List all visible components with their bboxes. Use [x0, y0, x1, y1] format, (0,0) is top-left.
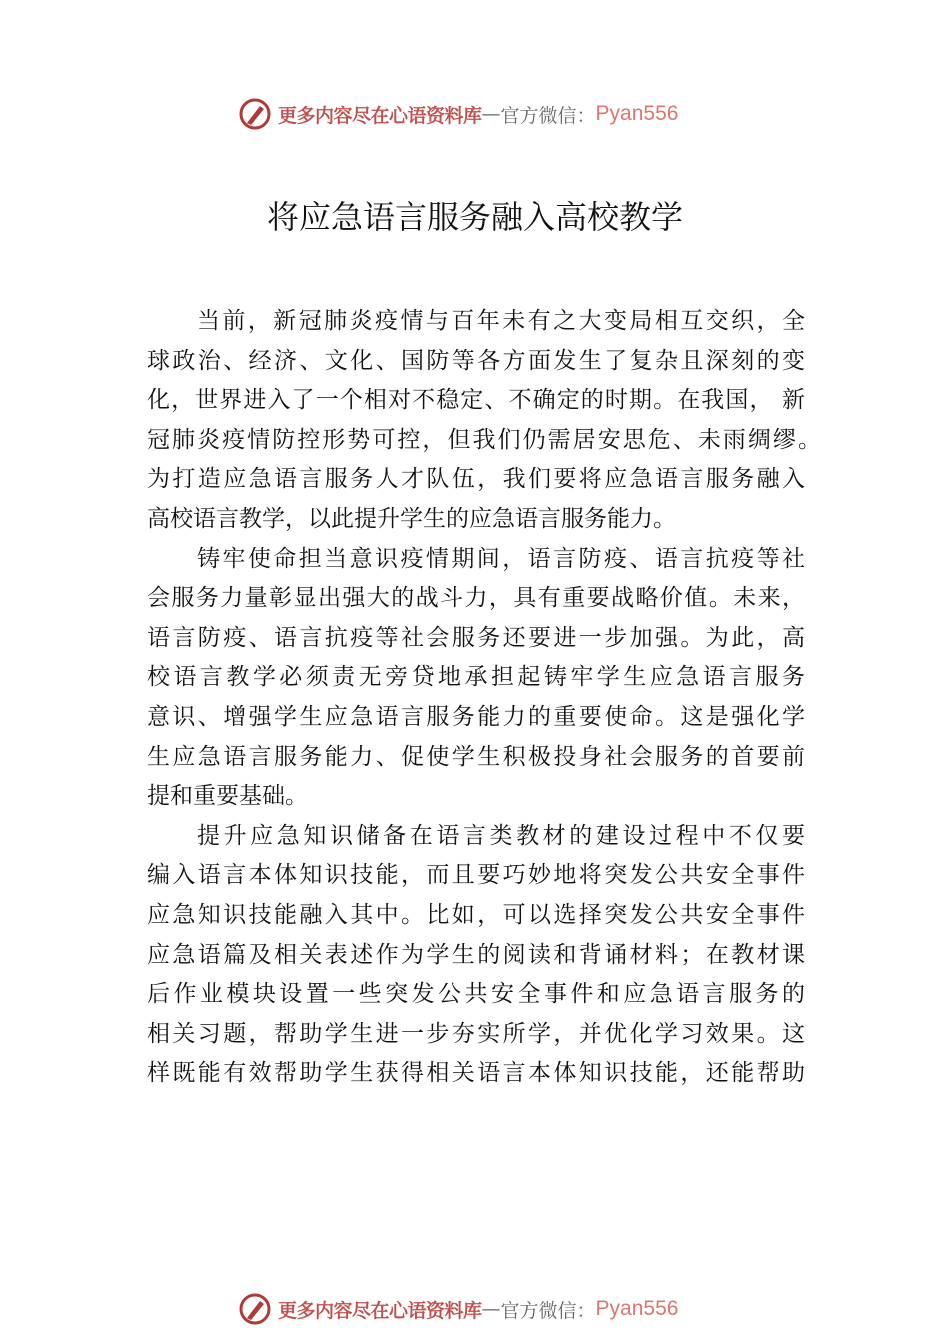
text-line: 为打造应急语言服务人才队伍，我们要将应急语言服务融入: [147, 466, 805, 493]
footer-watermark-banner: [238, 1291, 728, 1327]
text-line: 提和重要基础。: [147, 783, 308, 810]
banner-wechat-id: Pyan556: [595, 1297, 679, 1320]
text-line: 当前，新冠肺炎疫情与百年未有之大变局相互交织，全: [197, 308, 805, 334]
pen-logo-icon: [238, 97, 272, 131]
header-watermark-banner: [238, 96, 728, 132]
document-body: [147, 302, 821, 1094]
text-line: 高校语言教学，以此提升学生的应急语言服务能力。: [147, 505, 676, 532]
text-line: 样既能有效帮助学生获得相关语言本体知识技能，还能帮助: [147, 1060, 805, 1087]
banner-dash: —: [481, 1298, 501, 1320]
text-line: 后作业模块设置一些突发公共安全事件和应急语言服务的: [147, 981, 805, 1008]
text-line: 冠肺炎疫情防控形势可控，但我们仍需居安思危、未雨绸缪。: [147, 426, 821, 453]
text-line: 应急语篇及相关表述作为学生的阅读和背诵材料；在教材课: [147, 941, 805, 968]
banner-wechat-id: Pyan556: [595, 102, 679, 125]
banner-dash: —: [481, 103, 501, 125]
document-title: 将应急语言服务融入高校教学: [266, 198, 683, 236]
banner-site-text: 更多内容尽在心语资料库: [278, 104, 482, 127]
banner-wechat-label: 官方微信：: [500, 104, 596, 127]
text-line: 意识、增强学生应急语言服务能力的重要使命。这是强化学: [147, 703, 805, 730]
text-line: 编入语言本体知识技能，而且要巧妙地将突发公共安全事件: [147, 862, 805, 889]
text-line: 铸牢使命担当意识疫情期间，语言防疫、语言抗疫等社: [197, 545, 805, 572]
text-line: 校语言教学必须责无旁贷地承担起铸牢学生应急语言服务: [147, 664, 805, 691]
text-line: 语言防疫、语言抗疫等社会服务还要进一步加强。为此，高: [147, 624, 805, 651]
text-line: 会服务力量彰显出强大的战斗力，具有重要战略价值。未来，: [147, 585, 805, 612]
text-line: 生应急语言服务能力、促使学生积极投身社会服务的首要前: [147, 743, 805, 770]
text-line: 应急知识技能融入其中。比如，可以选择突发公共安全事件: [147, 901, 805, 928]
text-line: 相关习题，帮助学生进一步夯实所学，并优化学习效果。这: [147, 1020, 805, 1047]
pen-logo-icon: [238, 1292, 272, 1326]
text-line: 化，世界进入了一个相对不稳定、不确定的时期。在我国， 新: [147, 387, 805, 414]
banner-wechat-label: 官方微信：: [500, 1299, 596, 1322]
text-line: 球政治、经济、文化、国防等各方面发生了复杂且深刻的变: [147, 347, 805, 374]
text-line: 提升应急知识储备在语言类教材的建设过程中不仅要: [197, 822, 805, 849]
banner-site-text: 更多内容尽在心语资料库: [278, 1299, 482, 1322]
